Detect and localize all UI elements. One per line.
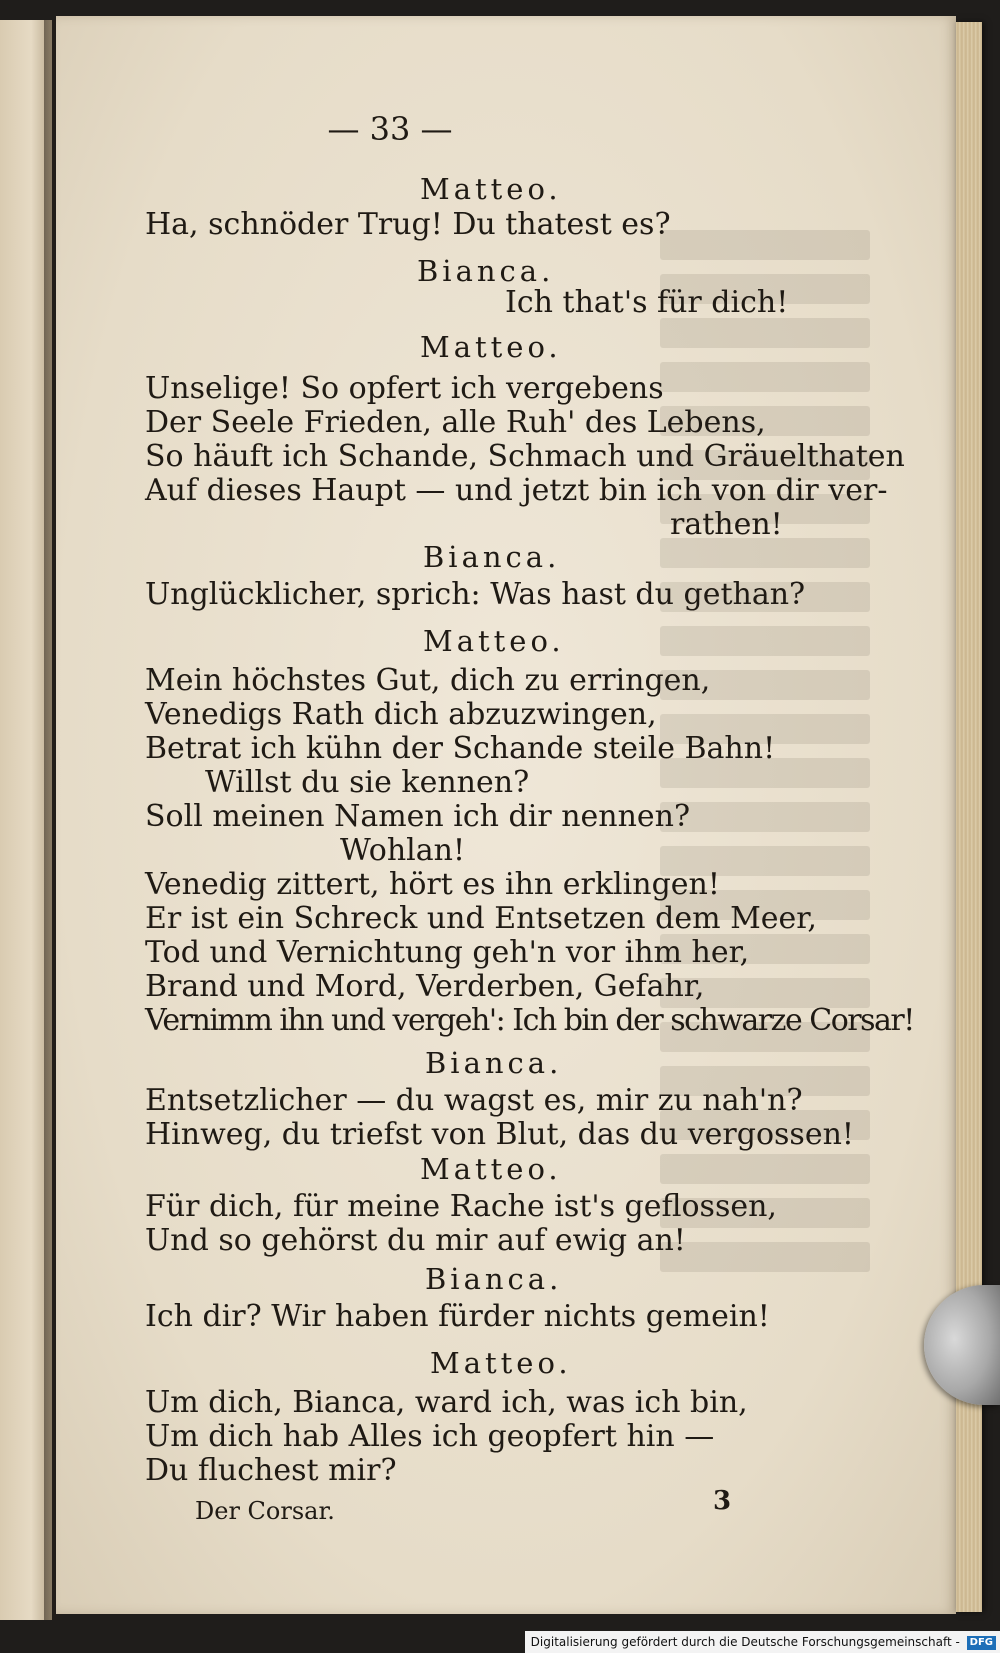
verse-line: Entsetzlicher — du wagst es, mir zu nah'n? [145,1083,803,1118]
verse-line: Mein höchstes Gut, dich zu erringen, [145,663,711,698]
verse-line: Du fluchest mir? [145,1453,397,1488]
verse-line: Soll meinen Namen ich dir nennen? [145,799,691,834]
verse-line: Ha, schnöder Trug! Du thatest es? [145,207,671,242]
speaker-label: Bianca. [417,254,555,288]
footer-signature: Der Corsar. [195,1497,335,1525]
verse-line: Um dich hab Alles ich geopfert hin — [145,1419,715,1454]
verse-line: Hinweg, du triefst von Blut, das du vergossen! [145,1117,854,1152]
verse-line: rathen! [670,507,783,542]
verse-line: Ich that's für dich! [505,285,789,320]
verse-line: Unglücklicher, sprich: Was hast du gethan? [145,577,806,612]
speaker-label: Matteo. [430,1346,572,1380]
speaker-label: Bianca. [425,1046,563,1080]
verse-line: Brand und Mord, Verderben, Gefahr, [145,969,705,1004]
verse-line: Ich dir? Wir haben fürder nichts gemein! [145,1299,770,1334]
verse-line: Und so gehörst du mir auf ewig an! [145,1223,686,1258]
verse-line: Wohlan! [340,833,466,868]
digitization-credit [525,1631,1000,1653]
speaker-label: Matteo. [420,172,562,206]
verse-line: Willst du sie kennen? [205,765,530,800]
speaker-label: Bianca. [425,1262,563,1296]
verse-line: Auf dieses Haupt — und jetzt bin ich von dir ver- [145,473,888,508]
verse-line: Der Seele Frieden, alle Ruh' des Lebens, [145,405,766,440]
verse-line: Vernimm ihn und vergeh': Ich bin der schwarze Corsar! [145,1003,914,1038]
speaker-label: Matteo. [423,624,565,658]
verse-line: Tod und Vernichtung geh'n vor ihm her, [145,935,750,970]
dfg-logo: DFG [967,1636,996,1650]
verse-line: Um dich, Bianca, ward ich, was ich bin, [145,1385,748,1420]
verse-line: So häuft ich Schande, Schmach und Gräuelthaten [145,439,905,474]
verse-line: Venedig zittert, hört es ihn erklingen! [145,867,720,902]
verse-line: Betrat ich kühn der Schande steile Bahn! [145,731,776,766]
credit-text: Digitalisierung gefördert durch die Deutsche Forschungsgemeinschaft - [530,1635,960,1649]
speaker-label: Bianca. [423,540,561,574]
speaker-label: Matteo. [420,1152,562,1186]
verse-line: Venedigs Rath dich abzuzwingen, [145,697,657,732]
speaker-label: Matteo. [420,330,562,364]
verse-line: Er ist ein Schreck und Entsetzen dem Meer, [145,901,817,936]
page-number: — 33 — [327,110,453,148]
sheet-number: 3 [713,1486,732,1516]
verse-line: Für dich, für meine Rache ist's geflossen, [145,1189,777,1224]
verse-line: Unselige! So opfert ich vergebens [145,371,664,406]
